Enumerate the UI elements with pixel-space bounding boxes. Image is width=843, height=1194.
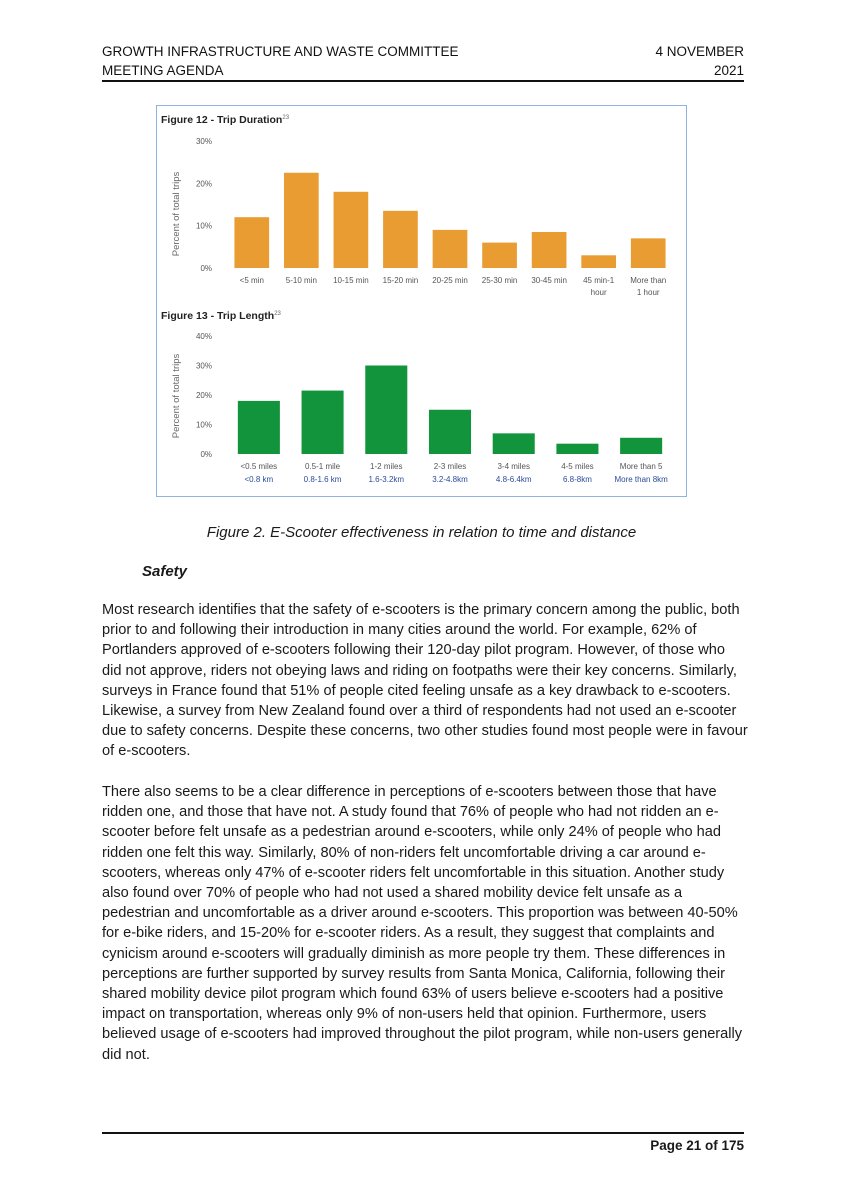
chart-1-bar bbox=[284, 173, 319, 268]
document-type: MEETING AGENDA bbox=[102, 63, 224, 78]
chart-2-x-tick: 0.5-1 mile bbox=[305, 462, 341, 471]
footer-divider bbox=[102, 1132, 744, 1134]
figure-caption: Figure 2. E-Scooter effectiveness in relation to time and distance bbox=[206, 524, 637, 541]
chart-1-x-tick: 20-25 min bbox=[432, 276, 468, 285]
chart-1-bar bbox=[631, 238, 666, 268]
chart-1-title: Figure 12 - Trip Duration$^{23}$ bbox=[161, 114, 290, 126]
charts-svg bbox=[157, 106, 686, 496]
chart-1-x-tick: 45 min-1 bbox=[583, 276, 615, 285]
chart-2-bar bbox=[556, 444, 598, 454]
chart-2-bar bbox=[493, 433, 535, 454]
chart-1-bar bbox=[334, 192, 369, 268]
chart-1-y-tick: 0% bbox=[200, 264, 212, 273]
chart-2-y-tick: 10% bbox=[195, 420, 212, 430]
chart-1-x-tick: <5 min bbox=[239, 276, 264, 285]
meeting-year: 2021 bbox=[713, 63, 744, 78]
meeting-date: 4 NOVEMBER bbox=[655, 44, 744, 59]
chart-1-bar bbox=[482, 243, 517, 268]
chart-2-bar bbox=[238, 401, 280, 454]
chart-1-x-tick: 15-20 min bbox=[382, 276, 419, 285]
chart-2-x-tick-secondary: 0.8-1.6 km bbox=[303, 475, 342, 484]
chart-1-x-tick: hour bbox=[590, 288, 607, 297]
chart-2-x-tick-secondary: 1.6-3.2km bbox=[368, 475, 405, 484]
chart-2-y-tick: 30% bbox=[195, 361, 212, 371]
chart-2-y-tick: 0% bbox=[200, 450, 212, 459]
chart-1-y-tick: 10% bbox=[195, 221, 212, 231]
section-heading: Safety bbox=[142, 563, 188, 580]
chart-2-bar bbox=[620, 438, 662, 454]
header-left bbox=[102, 42, 459, 80]
chart-2-x-tick: 4-5 miles bbox=[561, 462, 594, 471]
chart-1-x-tick: 25-30 min bbox=[481, 276, 518, 285]
chart-1-bar bbox=[532, 232, 567, 268]
chart-1-x-tick: 10-15 min bbox=[333, 276, 369, 285]
committee-name: GROWTH INFRASTRUCTURE AND WASTE COMMITTEE bbox=[102, 44, 459, 59]
chart-1-bar bbox=[383, 211, 418, 268]
header-right bbox=[655, 42, 744, 80]
chart-1-y-tick: 20% bbox=[195, 179, 212, 189]
chart-2-x-tick: 2-3 miles bbox=[433, 462, 467, 471]
chart-2-x-tick-secondary: 3.2-4.8km bbox=[432, 475, 468, 484]
body-paragraph-2: There also seems to be a clear difference in perceptions of e-scooters between those that have ridden one, and those that have not. A study found that 76% of people who had not ridden an e-scooter before felt unsafe as a pedestrian around e-scooters, while only 24% of people who had ridden one felt this way. Similarly, 80% of non-riders felt uncomfortable driving a car around e-scooters, whereas only 47% of e-scooter riders felt uncomfortable in this situation. Another study also found over 70% of people who had not used a shared mobility device felt unsafe as a pedestrian and uncomfortable as a driver around e-scooters. This proportion was between 40-50% for e-bike riders, and 15-20% for e-scooter riders. As a result, they suggest that complaints and cynicism around e-scooters will gradually diminish as more people try them. These differences in perceptions are further supported by survey results from Santa Monica, California, following their shared mobility device pilot program which found 63% of users believe e-scooters had a positive impact on transportation, whereas only 9% of non-users held that opinion. Furthermore, users believed usage of e-scooters had improved throughout the pilot program, while non-users generally did not. bbox=[102, 784, 743, 1063]
chart-1-x-tick: 30-45 min bbox=[531, 276, 567, 285]
body-paragraph-1: Most research identifies that the safety of e-scooters is the primary concern among the public, both prior to and following their introduction in many cities around the world. For example, 62% of Portlanders approved of e-scooters following their 120-day pilot program. However, of those who did not approve, riders not obeying laws and riding on footpaths were their key concerns. Similarly, surveys in France found that 51% of people cited feeling unsafe as a key drawback to e-scooters. Likewise, a survey from New Zealand found over a third of respondents had not used an e-scooter due to safety concerns. Despite these concerns, two other studies found most people were in favour of e-scooters. bbox=[102, 602, 748, 760]
figure-panel bbox=[156, 105, 687, 497]
chart-2-x-tick-secondary: <0.8 km bbox=[244, 475, 274, 484]
chart-2-x-tick: More than 5 bbox=[619, 462, 663, 471]
page-number: Page 21 of 175 bbox=[650, 1138, 744, 1153]
chart-2-bar bbox=[302, 391, 344, 454]
chart-2-y-tick: 40% bbox=[195, 332, 212, 341]
chart-2-title: Figure 13 - Trip Length$^{23}$ bbox=[161, 310, 281, 322]
chart-2-bar bbox=[365, 366, 407, 455]
chart-2-x-tick-secondary: 4.8-6.4km bbox=[495, 475, 532, 484]
chart-1-y-axis-label: Percent of total trips bbox=[171, 171, 182, 257]
chart-2-y-axis-label: Percent of total trips bbox=[171, 353, 182, 439]
chart-1-x-tick: More than bbox=[630, 276, 667, 285]
chart-1-x-tick: 5-10 min bbox=[285, 276, 317, 285]
chart-1-x-tick: 1 hour bbox=[636, 288, 660, 297]
header-divider bbox=[102, 80, 744, 82]
chart-1-bar bbox=[581, 255, 616, 268]
chart-1-bar bbox=[234, 217, 269, 268]
chart-2-x-tick-secondary: 6.8-8km bbox=[562, 475, 592, 484]
chart-1-y-tick: 30% bbox=[195, 137, 212, 146]
chart-2-x-tick: <0.5 miles bbox=[240, 462, 278, 471]
chart-2-y-tick: 20% bbox=[195, 391, 212, 400]
chart-2-x-tick-secondary: More than 8km bbox=[614, 475, 668, 484]
chart-2-bar bbox=[429, 410, 471, 454]
chart-2-x-tick: 3-4 miles bbox=[497, 462, 530, 471]
chart-1-bar bbox=[433, 230, 468, 268]
chart-2-x-tick: 1-2 miles bbox=[370, 462, 403, 471]
